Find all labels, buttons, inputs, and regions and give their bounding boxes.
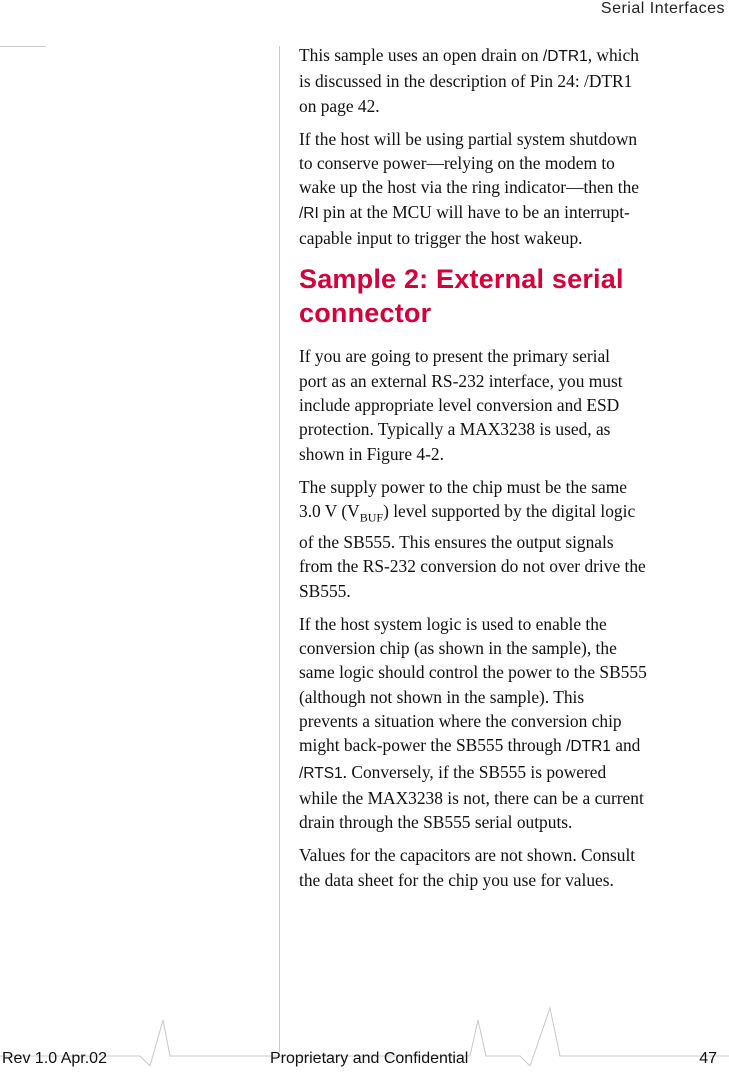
paragraph-dtr-open-drain: This sample uses an open drain on /DTR1, which is discussed in the description of Pin 24: /DTR1 on page 42. [299, 45, 639, 116]
paragraph-capacitors: Values for the capacitors are not shown. Consult the data sheet for the chip you use for values. [299, 845, 636, 890]
signal-name: /DTR1 [566, 738, 611, 756]
page-footer [0, 1046, 729, 1076]
paragraph-rs232: If you are going to present the primary serial port as an external RS-232 interface, you must include appropriate level conversion and ESD protection. Typically a MAX3238 is used, as shown in Figure 4-2. [299, 346, 623, 464]
signal-name: /RTS1 [299, 764, 343, 782]
signal-name: /DTR1 [542, 48, 588, 65]
paragraph-power-shutdown: If the host will be using partial system shutdown to conserve power—relying on the modem to wake up the host via the ring indicator—then the /RI pin at the MCU will have to be an interrupt- capable input to trigger the host wakeup. [299, 128, 639, 249]
page-body [299, 43, 729, 901]
margin-rule [279, 46, 280, 1052]
header-rule [0, 46, 46, 47]
paragraph-host-logic: If the host system logic is used to enable the conversion chip (as shown in the sample), the same logic should control the power to the SB555 (although not shown in the sample). This prevents a situation where the conversion chip might back-power the SB555 through /DTR1 and /RTS1. Conversely, if the SB555 is powered while the MAX3238 is not, there can be a current drain through the SB555 serial outputs. [299, 613, 647, 833]
paragraph-supply-power: The supply power to the chip must be the same 3.0 V $(V_{BUF})$ level supported by the digital logic of the SB555. This ensures the output signals from the RS-232 conversion do not over drive the SB555. [299, 476, 646, 601]
running-header-title: Serial Interfaces [600, 0, 725, 17]
page-number: 47 [699, 1050, 717, 1067]
footer-revision: Rev 1.0 Apr.02 [2, 1050, 107, 1067]
footer-confidentiality: Proprietary and Confidential [270, 1050, 469, 1067]
section-heading: Sample 2: External serial connector [299, 264, 624, 329]
signal-name: /RI [299, 204, 319, 222]
